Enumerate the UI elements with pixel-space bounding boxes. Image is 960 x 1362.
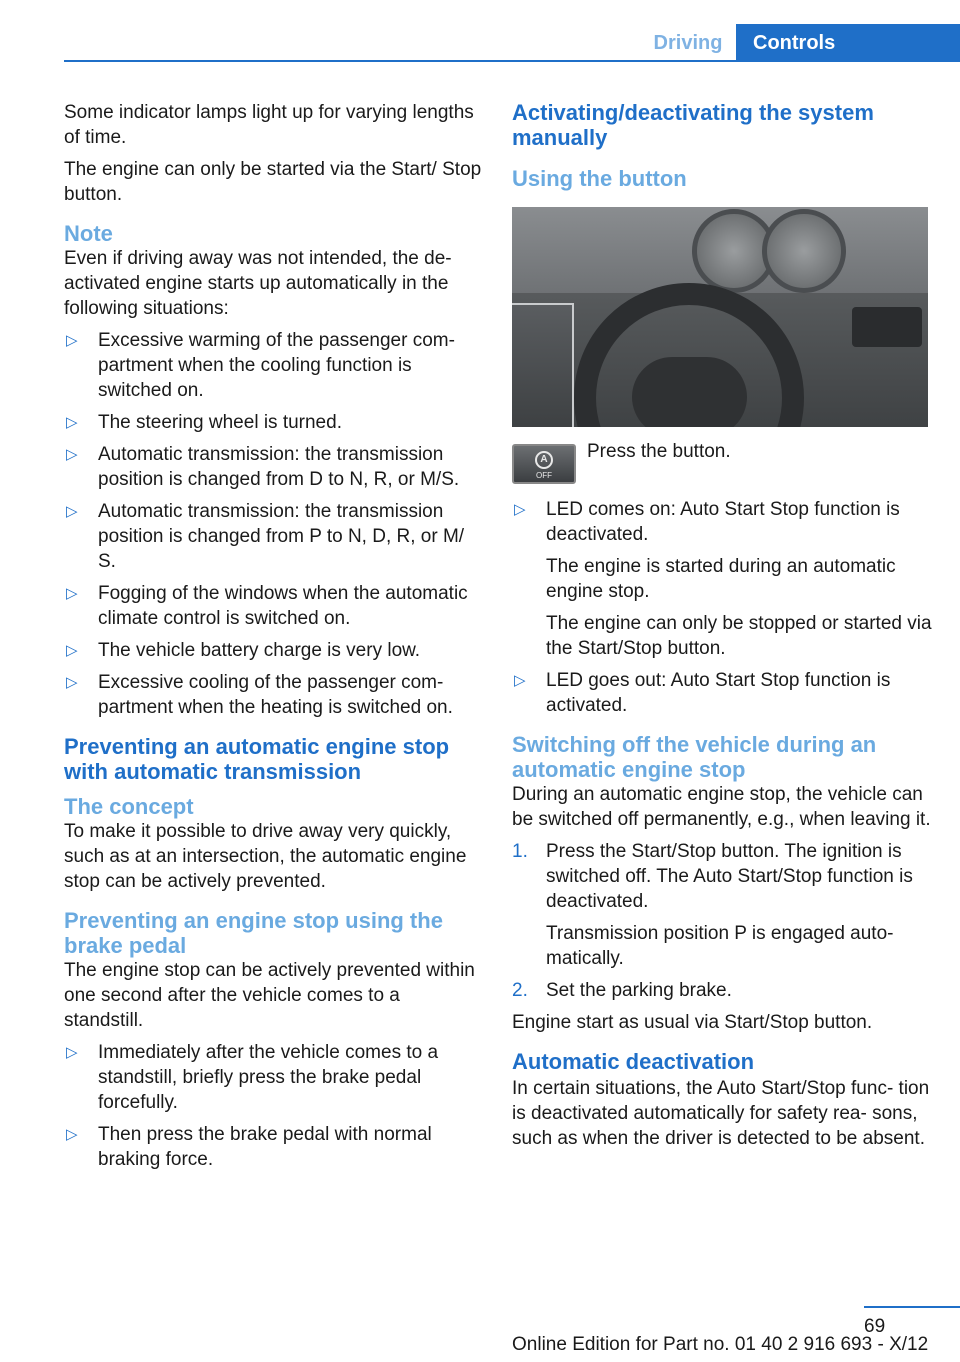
auto-deactivation-text: In certain situations, the Auto Start/Stop func‐ tion is deactivated automatically for safety rea‐ sons, such as when the driver is detected to be absent.	[512, 1078, 930, 1149]
triangle-bullet-icon: ▷	[66, 414, 78, 431]
list-item	[64, 410, 484, 435]
tachometer-gauge	[762, 209, 846, 293]
triangle-bullet-icon: ▷	[66, 503, 78, 520]
concept-heading: The concept	[64, 794, 194, 819]
triangle-bullet-icon: ▷	[66, 585, 78, 602]
prevent-stop-heading: Preventing an automatic engine stop with automatic transmission	[64, 734, 450, 784]
using-button-heading: Using the button	[512, 166, 687, 191]
header-rule	[64, 60, 960, 62]
page-number: 69	[864, 1316, 886, 1337]
step-number: 1.	[512, 841, 528, 862]
list-item-text: Press the Start/Stop button. The ignition is switched off. The Auto Start/Stop function is deactivated.	[546, 841, 913, 912]
steering-wheel-hub	[632, 357, 747, 427]
brake-steps-list	[64, 1040, 484, 1172]
intro-paragraph-2: The engine can only be started via the Start/ Stop button.	[64, 159, 482, 205]
detail-inset	[512, 303, 574, 427]
list-item	[64, 1040, 484, 1115]
footer-rule	[864, 1306, 960, 1308]
right-column	[512, 100, 932, 1158]
off-label: OFF	[536, 471, 552, 480]
cockpit-photo	[512, 207, 928, 427]
press-button-row	[512, 443, 932, 487]
list-item-text: Automatic transmission: the transmission position is changed from P to N, D, R, or M/ S.	[98, 501, 465, 572]
intro-paragraph-1: Some indicator lamps light up for varying lengths of time.	[64, 102, 474, 148]
list-item-subtext: The engine is started during an automatic engine stop.	[546, 556, 896, 602]
edition-footer: Online Edition for Part no. 01 40 2 916 693 - X/12	[512, 1334, 929, 1355]
list-item	[64, 442, 484, 492]
note-heading: Note	[64, 221, 113, 246]
list-item	[64, 1122, 484, 1172]
list-item-text: Fogging of the windows when the automatic climate control is switched on.	[98, 583, 468, 629]
auto-icon-letter: A	[535, 451, 553, 469]
brake-pedal-text: The engine stop can be actively prevented within one second after the vehicle comes to a standstill.	[64, 960, 475, 1031]
list-item-text: The steering wheel is turned.	[98, 412, 342, 433]
list-item	[64, 638, 484, 663]
list-item-text: Automatic transmission: the transmission position is changed from D to N, R, or M/S.	[98, 444, 460, 490]
press-button-text: Press the button.	[587, 441, 731, 462]
list-item	[64, 499, 484, 574]
triangle-bullet-icon: ▷	[514, 672, 526, 689]
list-item-subtext: The engine can only be stopped or started via the Start/Stop button.	[546, 613, 932, 659]
triangle-bullet-icon: ▷	[66, 1126, 78, 1143]
concept-text: To make it possible to drive away very quickly, such as at an intersection, the automatic engine stop can be actively prevented.	[64, 821, 467, 892]
air-vent	[852, 307, 922, 347]
list-item-text: LED goes out: Auto Start Stop function is activated.	[546, 670, 891, 716]
triangle-bullet-icon: ▷	[66, 332, 78, 349]
list-item-text: The vehicle battery charge is very low.	[98, 640, 421, 661]
left-column	[64, 100, 484, 1179]
list-item-text: Excessive warming of the passenger com‐ partment when the cooling function is switched on.	[98, 330, 455, 401]
situations-list	[64, 328, 484, 720]
list-item-text: Excessive cooling of the passenger com‐ partment when the heating is switched on.	[98, 672, 453, 718]
triangle-bullet-icon: ▷	[66, 642, 78, 659]
list-item-text: Immediately after the vehicle comes to a standstill, briefly press the brake pedal forcefully.	[98, 1042, 439, 1113]
list-item	[64, 670, 484, 720]
triangle-bullet-icon: ▷	[66, 1044, 78, 1061]
led-status-list	[512, 497, 932, 718]
list-item-text: Set the parking brake.	[546, 980, 732, 1001]
auto-start-stop-off-icon	[512, 444, 576, 484]
switch-off-steps	[512, 839, 932, 1003]
list-item	[512, 497, 932, 661]
switch-off-text: During an automatic engine stop, the vehicle can be switched off permanently, e.g., when leaving it.	[512, 784, 931, 830]
brake-pedal-heading: Preventing an engine stop using the brake pedal	[64, 908, 443, 958]
list-item	[64, 328, 484, 403]
header-chapter-tab: Controls	[736, 24, 960, 62]
list-item-text: LED comes on: Auto Start Stop function is deactivated.	[546, 499, 900, 545]
engine-start-text: Engine start as usual via Start/Stop button.	[512, 1012, 873, 1033]
header-section-label: Driving	[653, 32, 723, 54]
note-text: Even if driving away was not intended, the de‐ activated engine starts up automatically in the following situations:	[64, 248, 452, 319]
triangle-bullet-icon: ▷	[514, 501, 526, 518]
list-item	[64, 581, 484, 631]
list-item-text: Then press the brake pedal with normal braking force.	[98, 1124, 432, 1170]
list-item	[512, 978, 932, 1003]
list-item	[512, 668, 932, 718]
triangle-bullet-icon: ▷	[66, 674, 78, 691]
list-item	[512, 839, 932, 971]
list-item-subtext: Transmission position P is engaged auto‐ matically.	[546, 923, 894, 969]
auto-deactivation-heading: Automatic deactivation	[512, 1049, 755, 1074]
switch-off-heading: Switching off the vehicle during an automatic engine stop	[512, 732, 877, 782]
triangle-bullet-icon: ▷	[66, 446, 78, 463]
manual-heading: Activating/deactivating the system manually	[512, 100, 874, 150]
step-number: 2.	[512, 980, 528, 1001]
